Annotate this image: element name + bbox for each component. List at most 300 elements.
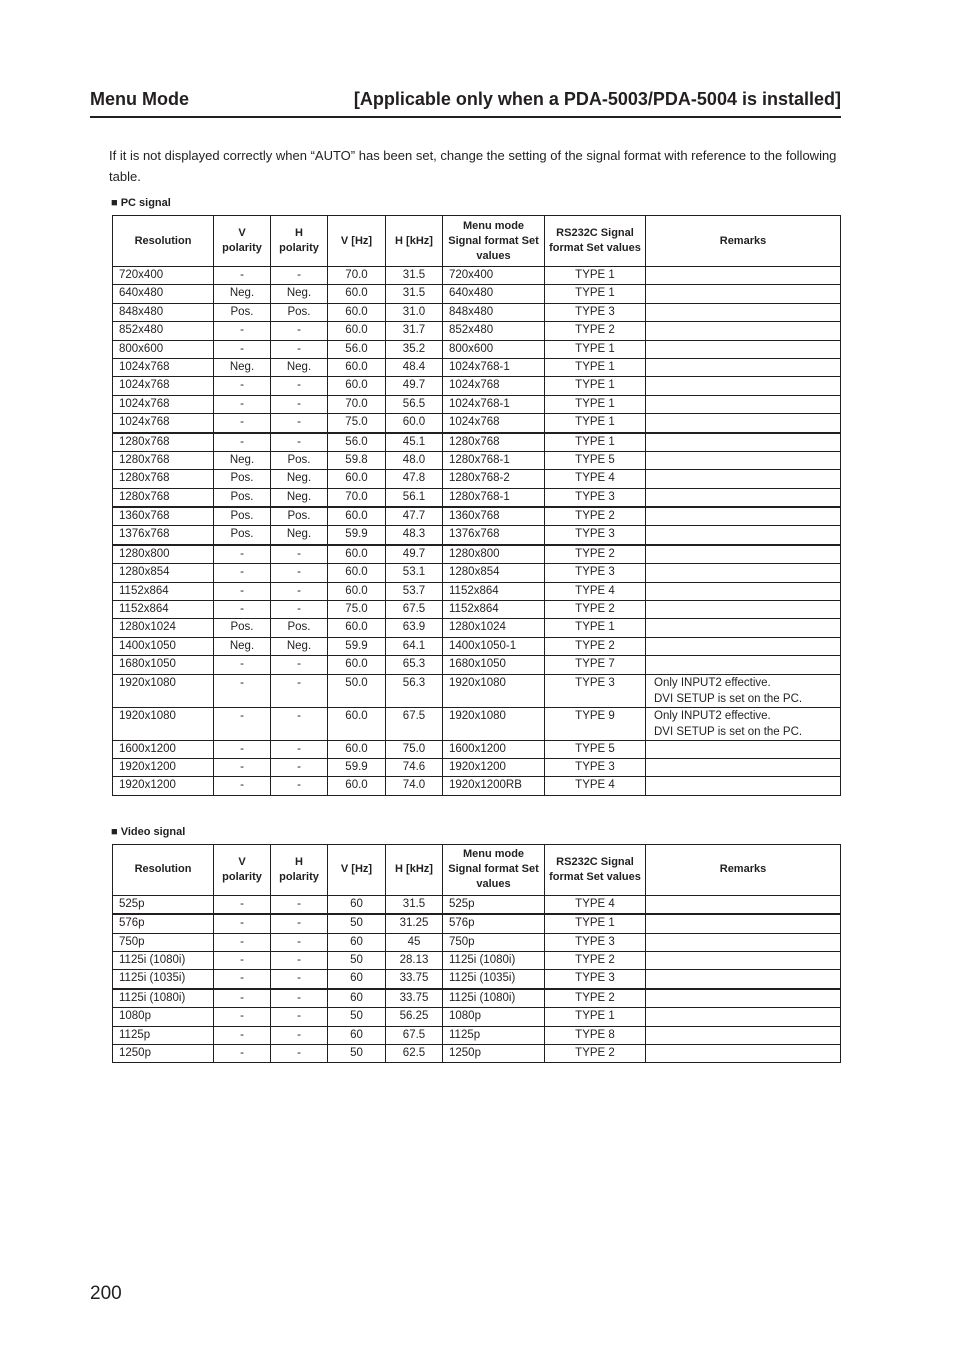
table-cell: - bbox=[214, 656, 271, 674]
table-cell: 1024x768 bbox=[443, 377, 545, 395]
table-cell: - bbox=[214, 740, 271, 758]
table-cell: 50 bbox=[328, 914, 386, 933]
table-cell: TYPE 1 bbox=[545, 267, 646, 285]
table-cell: TYPE 4 bbox=[545, 470, 646, 488]
table-cell: 70.0 bbox=[328, 267, 386, 285]
table-cell: Pos. bbox=[214, 303, 271, 321]
table-cell bbox=[646, 601, 841, 619]
column-header: Resolution bbox=[113, 216, 214, 267]
column-header: V polarity bbox=[214, 216, 271, 267]
table-cell: 47.7 bbox=[386, 507, 443, 526]
table-row bbox=[113, 933, 841, 951]
table-cell: 1680x1050 bbox=[113, 656, 214, 674]
table-row bbox=[113, 601, 841, 619]
table-cell: TYPE 5 bbox=[545, 451, 646, 469]
table-row bbox=[113, 619, 841, 637]
table-cell bbox=[646, 582, 841, 600]
table-cell: 1280x768 bbox=[113, 451, 214, 469]
table-cell: 1920x1080 bbox=[113, 674, 214, 707]
table-row bbox=[113, 285, 841, 303]
table-cell bbox=[646, 637, 841, 655]
table-cell: 576p bbox=[113, 914, 214, 933]
table-cell: 31.25 bbox=[386, 914, 443, 933]
column-header: Remarks bbox=[646, 844, 841, 895]
table-cell: 67.5 bbox=[386, 601, 443, 619]
table-cell: 1152x864 bbox=[113, 582, 214, 600]
table-cell: 31.5 bbox=[386, 267, 443, 285]
table-cell: 1680x1050 bbox=[443, 656, 545, 674]
table-cell: 75.0 bbox=[328, 601, 386, 619]
table-cell: 60.0 bbox=[328, 740, 386, 758]
table-cell: Pos. bbox=[271, 619, 328, 637]
table-cell: 49.7 bbox=[386, 545, 443, 564]
table-cell: 1250p bbox=[443, 1044, 545, 1062]
table-cell: - bbox=[214, 267, 271, 285]
table-cell: 60.0 bbox=[328, 507, 386, 526]
table-row bbox=[113, 470, 841, 488]
table-row bbox=[113, 951, 841, 969]
table-cell: - bbox=[214, 340, 271, 358]
table-cell: 56.5 bbox=[386, 395, 443, 413]
table-cell: 1280x768 bbox=[443, 433, 545, 452]
table-row bbox=[113, 488, 841, 507]
table-cell: TYPE 1 bbox=[545, 340, 646, 358]
table-cell: - bbox=[214, 933, 271, 951]
table-cell: TYPE 5 bbox=[545, 740, 646, 758]
table-row bbox=[113, 674, 841, 707]
table-cell bbox=[646, 951, 841, 969]
table-cell bbox=[646, 377, 841, 395]
table-cell bbox=[646, 488, 841, 507]
table-cell: 1125i (1080i) bbox=[113, 951, 214, 969]
table-cell: Pos. bbox=[214, 619, 271, 637]
table-cell: 750p bbox=[113, 933, 214, 951]
table-cell: 60.0 bbox=[328, 322, 386, 340]
video-signal-heading: ■ Video signal bbox=[111, 825, 186, 838]
table-cell: 1024x768 bbox=[113, 414, 214, 433]
table-cell: - bbox=[214, 395, 271, 413]
table-cell: 63.9 bbox=[386, 619, 443, 637]
table-cell: TYPE 3 bbox=[545, 933, 646, 951]
table-cell: 750p bbox=[443, 933, 545, 951]
table-cell: - bbox=[214, 777, 271, 795]
table-cell: 60 bbox=[328, 933, 386, 951]
table-cell: 1360x768 bbox=[113, 507, 214, 526]
table-cell: - bbox=[214, 1008, 271, 1026]
table-cell: 45.1 bbox=[386, 433, 443, 452]
table-cell bbox=[646, 545, 841, 564]
table-cell: 75.0 bbox=[386, 740, 443, 758]
table-cell: 1125p bbox=[113, 1026, 214, 1044]
table-cell: - bbox=[271, 564, 328, 582]
table-cell: TYPE 2 bbox=[545, 322, 646, 340]
table-cell: Pos. bbox=[214, 507, 271, 526]
table-cell: 31.0 bbox=[386, 303, 443, 321]
table-cell: 50 bbox=[328, 1044, 386, 1062]
table-cell: Only INPUT2 effective. DVI SETUP is set on the PC. bbox=[646, 707, 841, 740]
table-cell: - bbox=[271, 267, 328, 285]
column-header: RS232C Signal format Set values bbox=[545, 844, 646, 895]
table-cell: - bbox=[214, 970, 271, 989]
table-cell: 75.0 bbox=[328, 414, 386, 433]
table-cell: 50 bbox=[328, 1008, 386, 1026]
table-cell: TYPE 1 bbox=[545, 414, 646, 433]
table-cell bbox=[646, 414, 841, 433]
table-cell: 1280x854 bbox=[443, 564, 545, 582]
table-cell: TYPE 1 bbox=[545, 358, 646, 376]
table-cell: TYPE 3 bbox=[545, 303, 646, 321]
table-cell: TYPE 1 bbox=[545, 433, 646, 452]
table-cell bbox=[646, 1026, 841, 1044]
table-cell: 848x480 bbox=[443, 303, 545, 321]
table-cell: 60 bbox=[328, 989, 386, 1008]
table-cell bbox=[646, 322, 841, 340]
table-cell: TYPE 4 bbox=[545, 777, 646, 795]
table-cell: 53.1 bbox=[386, 564, 443, 582]
table-cell: 28.13 bbox=[386, 951, 443, 969]
table-cell: 1152x864 bbox=[443, 582, 545, 600]
table-cell: - bbox=[271, 740, 328, 758]
table-cell: Pos. bbox=[214, 526, 271, 545]
table-cell: - bbox=[271, 1044, 328, 1062]
table-cell: TYPE 3 bbox=[545, 758, 646, 776]
table-cell: - bbox=[271, 1008, 328, 1026]
table-cell: - bbox=[271, 777, 328, 795]
table-cell: 800x600 bbox=[443, 340, 545, 358]
table-cell: TYPE 3 bbox=[545, 564, 646, 582]
table-cell: Pos. bbox=[271, 507, 328, 526]
table-cell: 56.0 bbox=[328, 433, 386, 452]
table-cell: TYPE 2 bbox=[545, 951, 646, 969]
table-cell bbox=[646, 970, 841, 989]
table-cell: 1125i (1080i) bbox=[443, 989, 545, 1008]
table-row bbox=[113, 322, 841, 340]
table-cell: TYPE 2 bbox=[545, 637, 646, 655]
table-cell: 48.3 bbox=[386, 526, 443, 545]
table-cell: 525p bbox=[443, 895, 545, 914]
table-cell: 1280x768-1 bbox=[443, 488, 545, 507]
table-cell bbox=[646, 914, 841, 933]
table-cell: - bbox=[214, 377, 271, 395]
table-cell: 1280x768 bbox=[113, 488, 214, 507]
table-cell: TYPE 1 bbox=[545, 285, 646, 303]
column-header: V polarity bbox=[214, 844, 271, 895]
table-cell: TYPE 3 bbox=[545, 488, 646, 507]
table-cell: 1920x1200 bbox=[113, 758, 214, 776]
table-cell: TYPE 2 bbox=[545, 545, 646, 564]
table-cell: 60.0 bbox=[386, 414, 443, 433]
table-cell: - bbox=[214, 322, 271, 340]
table-cell: 65.3 bbox=[386, 656, 443, 674]
table-cell: TYPE 2 bbox=[545, 601, 646, 619]
table-cell bbox=[646, 285, 841, 303]
table-cell bbox=[646, 933, 841, 951]
column-header: V [Hz] bbox=[328, 844, 386, 895]
table-cell: TYPE 2 bbox=[545, 989, 646, 1008]
table-cell: - bbox=[214, 1026, 271, 1044]
table-cell bbox=[646, 777, 841, 795]
table-cell: 1024x768-1 bbox=[443, 395, 545, 413]
table-cell: 1080p bbox=[113, 1008, 214, 1026]
table-cell: 1920x1080 bbox=[113, 707, 214, 740]
table-cell: - bbox=[271, 433, 328, 452]
table-row bbox=[113, 340, 841, 358]
table-cell: Pos. bbox=[214, 470, 271, 488]
table-cell bbox=[646, 989, 841, 1008]
table-row bbox=[113, 451, 841, 469]
table-cell: 60.0 bbox=[328, 619, 386, 637]
table-cell: - bbox=[271, 989, 328, 1008]
table-cell: TYPE 1 bbox=[545, 914, 646, 933]
table-cell: 60.0 bbox=[328, 358, 386, 376]
table-cell: - bbox=[271, 914, 328, 933]
table-cell: 640x480 bbox=[113, 285, 214, 303]
table-cell: - bbox=[214, 707, 271, 740]
table-cell: 1600x1200 bbox=[113, 740, 214, 758]
table-row bbox=[113, 1044, 841, 1062]
column-header: H [kHz] bbox=[386, 216, 443, 267]
table-row bbox=[113, 507, 841, 526]
table-cell: TYPE 9 bbox=[545, 707, 646, 740]
table-cell: - bbox=[214, 951, 271, 969]
table-cell bbox=[646, 267, 841, 285]
table-cell: - bbox=[214, 545, 271, 564]
table-cell: 60 bbox=[328, 970, 386, 989]
video-signal-table bbox=[112, 844, 841, 1064]
table-cell: - bbox=[214, 674, 271, 707]
table-cell: - bbox=[271, 895, 328, 914]
table-row bbox=[113, 564, 841, 582]
table-cell: TYPE 1 bbox=[545, 1008, 646, 1026]
table-cell: 1280x768 bbox=[113, 470, 214, 488]
table-cell: Neg. bbox=[271, 358, 328, 376]
table-cell: 56.0 bbox=[328, 340, 386, 358]
table-cell: Only INPUT2 effective. DVI SETUP is set on the PC. bbox=[646, 674, 841, 707]
table-row bbox=[113, 707, 841, 740]
table-cell: - bbox=[271, 1026, 328, 1044]
table-cell: 1360x768 bbox=[443, 507, 545, 526]
table-cell: Neg. bbox=[271, 526, 328, 545]
table-cell bbox=[646, 1044, 841, 1062]
table-row bbox=[113, 895, 841, 914]
page-header bbox=[90, 88, 841, 118]
table-cell: 1920x1200RB bbox=[443, 777, 545, 795]
table-cell: TYPE 7 bbox=[545, 656, 646, 674]
table-cell bbox=[646, 303, 841, 321]
table-cell: 33.75 bbox=[386, 970, 443, 989]
table-row bbox=[113, 970, 841, 989]
table-cell: 50 bbox=[328, 951, 386, 969]
page-number: 200 bbox=[90, 1283, 122, 1304]
table-cell: Neg. bbox=[271, 285, 328, 303]
table-cell: - bbox=[271, 674, 328, 707]
table-cell: 74.6 bbox=[386, 758, 443, 776]
table-cell bbox=[646, 1008, 841, 1026]
table-cell: 50.0 bbox=[328, 674, 386, 707]
header-row bbox=[113, 844, 841, 895]
table-cell: TYPE 4 bbox=[545, 582, 646, 600]
table-cell: 60.0 bbox=[328, 545, 386, 564]
table-cell: 60.0 bbox=[328, 285, 386, 303]
table-row bbox=[113, 433, 841, 452]
table-cell: TYPE 3 bbox=[545, 674, 646, 707]
table-cell: 60.0 bbox=[328, 470, 386, 488]
column-header: H [kHz] bbox=[386, 844, 443, 895]
table-cell: Neg. bbox=[214, 637, 271, 655]
table-cell: 852x480 bbox=[443, 322, 545, 340]
table-cell: 62.5 bbox=[386, 1044, 443, 1062]
table-row bbox=[113, 1008, 841, 1026]
table-cell: Pos. bbox=[271, 303, 328, 321]
table-cell: TYPE 3 bbox=[545, 970, 646, 989]
table-cell: 31.5 bbox=[386, 285, 443, 303]
table-cell: 59.9 bbox=[328, 758, 386, 776]
table-cell: 1280x768-1 bbox=[443, 451, 545, 469]
table-cell: 1280x768 bbox=[113, 433, 214, 452]
table-cell: Neg. bbox=[214, 358, 271, 376]
table-row bbox=[113, 377, 841, 395]
table-cell: 1400x1050-1 bbox=[443, 637, 545, 655]
table-cell bbox=[646, 619, 841, 637]
table-cell: 56.1 bbox=[386, 488, 443, 507]
table-cell bbox=[646, 433, 841, 452]
table-cell: 848x480 bbox=[113, 303, 214, 321]
table-row bbox=[113, 758, 841, 776]
table-cell: 525p bbox=[113, 895, 214, 914]
table-cell: 67.5 bbox=[386, 707, 443, 740]
table-cell: 1125i (1080i) bbox=[443, 951, 545, 969]
table-cell bbox=[646, 740, 841, 758]
table-cell: 1280x1024 bbox=[443, 619, 545, 637]
table-cell: Pos. bbox=[214, 488, 271, 507]
column-header: RS232C Signal format Set values bbox=[545, 216, 646, 267]
table-cell: 31.5 bbox=[386, 895, 443, 914]
table-cell: 720x400 bbox=[113, 267, 214, 285]
table-cell bbox=[646, 758, 841, 776]
page-title: Menu Mode bbox=[90, 89, 189, 109]
column-header: Resolution bbox=[113, 844, 214, 895]
table-cell: 67.5 bbox=[386, 1026, 443, 1044]
table-row bbox=[113, 267, 841, 285]
table-cell: - bbox=[214, 414, 271, 433]
table-cell: - bbox=[271, 951, 328, 969]
table-cell: - bbox=[214, 895, 271, 914]
table-cell: - bbox=[271, 707, 328, 740]
table-row bbox=[113, 914, 841, 933]
table-cell: TYPE 2 bbox=[545, 507, 646, 526]
table-row bbox=[113, 414, 841, 433]
pc-signal-table bbox=[112, 215, 841, 796]
table-cell: 1600x1200 bbox=[443, 740, 545, 758]
table-cell: TYPE 3 bbox=[545, 526, 646, 545]
table-cell: - bbox=[271, 395, 328, 413]
table-cell: - bbox=[271, 758, 328, 776]
table-cell: 1250p bbox=[113, 1044, 214, 1062]
table-cell: 1152x864 bbox=[113, 601, 214, 619]
table-cell: 1920x1080 bbox=[443, 707, 545, 740]
table-cell: 1024x768 bbox=[113, 358, 214, 376]
table-cell: 720x400 bbox=[443, 267, 545, 285]
table-row bbox=[113, 740, 841, 758]
table-cell: 60.0 bbox=[328, 656, 386, 674]
table-cell: - bbox=[271, 322, 328, 340]
table-cell: 1080p bbox=[443, 1008, 545, 1026]
table-cell: 1280x854 bbox=[113, 564, 214, 582]
table-cell: - bbox=[214, 758, 271, 776]
table-cell: Pos. bbox=[271, 451, 328, 469]
column-header: V [Hz] bbox=[328, 216, 386, 267]
table-cell bbox=[646, 507, 841, 526]
table-cell: 45 bbox=[386, 933, 443, 951]
table-cell: Neg. bbox=[214, 285, 271, 303]
table-cell: Neg. bbox=[271, 488, 328, 507]
table-cell: - bbox=[271, 377, 328, 395]
table-cell: 1024x768 bbox=[113, 377, 214, 395]
column-header: H polarity bbox=[271, 216, 328, 267]
pc-signal-heading: ■ PC signal bbox=[111, 197, 171, 209]
table-cell: 60.0 bbox=[328, 377, 386, 395]
table-cell: 1376x768 bbox=[113, 526, 214, 545]
table-cell: 33.75 bbox=[386, 989, 443, 1008]
table-row bbox=[113, 989, 841, 1008]
table-cell: 1920x1200 bbox=[113, 777, 214, 795]
table-cell: TYPE 4 bbox=[545, 895, 646, 914]
table-cell: 56.25 bbox=[386, 1008, 443, 1026]
table-row bbox=[113, 545, 841, 564]
table-cell: 1125i (1035i) bbox=[443, 970, 545, 989]
column-header: Menu mode Signal format Set values bbox=[443, 216, 545, 267]
table-row bbox=[113, 1026, 841, 1044]
table-cell: 60.0 bbox=[328, 777, 386, 795]
table-cell: 1024x768 bbox=[443, 414, 545, 433]
table-row bbox=[113, 395, 841, 413]
table-cell: 60 bbox=[328, 1026, 386, 1044]
intro-text: If it is not displayed correctly when “AUTO” has been set, change the setting of the signal format with reference to the following table. bbox=[109, 148, 837, 184]
table-cell: 53.7 bbox=[386, 582, 443, 600]
table-cell: 1280x768-2 bbox=[443, 470, 545, 488]
table-cell: - bbox=[214, 914, 271, 933]
tables-section bbox=[111, 197, 840, 1063]
table-cell: 70.0 bbox=[328, 395, 386, 413]
table-cell: TYPE 1 bbox=[545, 619, 646, 637]
table-cell: - bbox=[214, 582, 271, 600]
table-row bbox=[113, 656, 841, 674]
table-cell bbox=[646, 470, 841, 488]
table-cell: 60 bbox=[328, 895, 386, 914]
table-cell: 59.9 bbox=[328, 526, 386, 545]
table-cell: 1920x1080 bbox=[443, 674, 545, 707]
table-cell: - bbox=[271, 582, 328, 600]
table-cell: - bbox=[271, 933, 328, 951]
table-cell: - bbox=[271, 340, 328, 358]
column-header: Remarks bbox=[646, 216, 841, 267]
table-cell bbox=[646, 340, 841, 358]
table-row bbox=[113, 777, 841, 795]
table-row bbox=[113, 303, 841, 321]
column-header: Menu mode Signal format Set values bbox=[443, 844, 545, 895]
table-cell: 852x480 bbox=[113, 322, 214, 340]
table-row bbox=[113, 637, 841, 655]
table-cell: - bbox=[271, 545, 328, 564]
table-cell: 59.9 bbox=[328, 637, 386, 655]
table-cell: 74.0 bbox=[386, 777, 443, 795]
table-cell bbox=[646, 656, 841, 674]
table-cell: - bbox=[271, 601, 328, 619]
table-cell: 31.7 bbox=[386, 322, 443, 340]
table-cell: 56.3 bbox=[386, 674, 443, 707]
table-cell: - bbox=[214, 564, 271, 582]
table-cell: 1280x800 bbox=[443, 545, 545, 564]
